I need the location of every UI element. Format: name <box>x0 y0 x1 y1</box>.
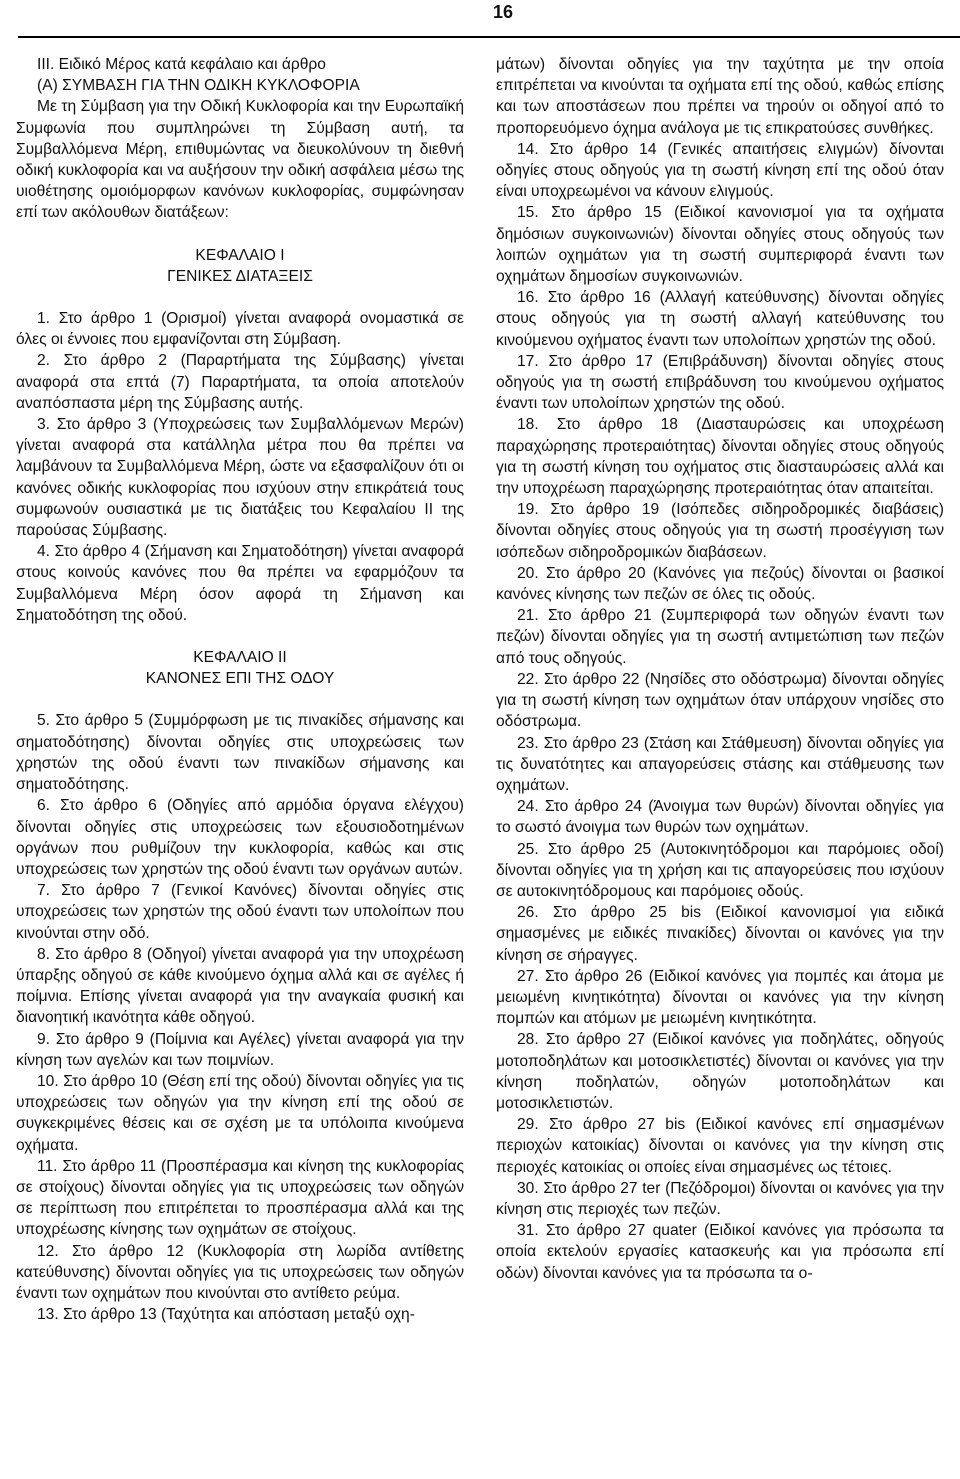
article-paragraph: 13. Στο άρθρο 13 (Ταχύτητα και απόσταση μεταξύ οχη- <box>37 1306 415 1324</box>
article-paragraph: 24. Στο άρθρο 24 (Άνοιγμα των θυρών) δίνονται οδηγίες για το σωστό άνοιγμα των θυρών των οχημάτων. <box>496 798 944 837</box>
page-number: 16 <box>492 2 513 22</box>
article-paragraph: 8. Στο άρθρο 8 (Οδηγοί) γίνεται αναφορά για την υποχρέωση ύπαρξης οδηγού σε κάθε κινούμενο όχημα αλλά και σε αγέλες ή ποίμνια. Επίσης γίνεται αναφορά για την αναγκαία φυσική και διανοητική ικανότητα κάθε οδηγού. <box>16 945 464 1027</box>
chapter-1-title: ΚΕΦΑΛΑΙΟ Ι <box>195 246 285 264</box>
chapter-2-title: ΚΕΦΑΛΑΙΟ ΙΙ <box>193 649 287 667</box>
article-paragraph: 5. Στο άρθρο 5 (Συμμόρφωση με τις πινακίδες σήμανσης και σηματοδότησης) δίνονται οδηγίες στις υποχρεώσεις των χρηστών της οδού έναντι των πινακίδων σήμανσης και σηματοδότησης. <box>16 712 464 794</box>
article-paragraph: 25. Στο άρθρο 25 (Αυτοκινητόδρομοι και παρόμοιες οδοί) δίνονται οδηγίες για τη χρήση και τις απαγορεύσεις που ισχύουν σε αυτοκινητόδρομους και παρόμοιες οδούς. <box>496 840 944 900</box>
article-paragraph: 7. Στο άρθρο 7 (Γενικοί Κανόνες) δίνονται οδηγίες στις υποχρεώσεις των χρηστών της οδού έναντι των υπολοίπων που κινούνται στην οδό. <box>16 882 464 942</box>
article-paragraph: 30. Στο άρθρο 27 ter (Πεζόδρομοι) δίνονται οι κανόνες για την κίνηση στις περιοχές των πεζών. <box>496 1179 944 1218</box>
article-paragraph: 1. Στο άρθρο 1 (Ορισμοί) γίνεται αναφορά ονομαστικά σε όλες οι έννοιες που εμφανίζονται στη Σύμβαση. <box>16 310 464 349</box>
article-paragraph: 16. Στο άρθρο 16 (Αλλαγή κατεύθυνσης) δίνονται οδηγίες στους οδηγούς για τη σωστή αλλαγή κατεύθυνσης του κινούμενου οχήματος έναντι των υπολοίπων χρηστών της οδού. <box>496 289 944 349</box>
article-paragraph: 2. Στο άρθρο 2 (Παραρτήματα της Σύμβασης) γίνεται αναφορά στα επτά (7) Παραρτήματα, τα οποία αποτελούν αναπόσπαστα μέρη της Σύμβασης αυτής. <box>16 352 464 412</box>
article-paragraph: 28. Στο άρθρο 27 (Ειδικοί κανόνες για ποδηλάτες, οδηγούς μοτοποδηλάτων και μοτοσικλετιστές) δίνονται οι κανόνες για την κίνηση ποδηλατών, οδηγών μοτοποδηλάτων και μοτοσικλετιστών. <box>496 1031 944 1112</box>
article-paragraph: 3. Στο άρθρο 3 (Υποχρεώσεις των Συμβαλλόμενων Μερών) γίνεται αναφορά στα κατάλληλα μέτρα που θα πρέπει να λαμβάνουν τα Συμβαλλόμενα Μέρη, ώστε να εξασφαλίζουν ότι οι κανόνες οδικής κυκλοφορίας που ισχύουν στην επικράτειά τους συμφωνούν ουσιαστικά με τις διατάξεις του Κεφαλαίου ΙΙ της παρούσας Σύμβασης. <box>16 416 464 540</box>
article-paragraph: 14. Στο άρθρο 14 (Γενικές απαιτήσεις ελιγμών) δίνονται οδηγίες στους οδηγούς για τη σωστή κίνηση επί της οδού όταν είναι υποχρεωμένοι να κάνουν ελιγμούς. <box>496 140 944 201</box>
right-column <box>496 54 944 1284</box>
left-column <box>16 54 464 1325</box>
article-paragraph: 20. Στο άρθρο 20 (Κανόνες για πεζούς) δίνονται οι βασικοί κανόνες κίνησης των πεζών σε όλες τις οδούς. <box>496 564 944 604</box>
article-paragraph: 15. Στο άρθρο 15 (Ειδικοί κανονισμοί για τα οχήματα δημόσιων συγκοινωνιών) δίνονται οδηγίες στους οδηγούς των λοιπών οχημάτων για τη σωστή συμπεριφορά έναντι των οχημάτων δημοσίων συγκοινωνιών. <box>496 204 944 286</box>
chapter-2-subtitle: ΚΑΝΟΝΕΣ ΕΠΙ ΤΗΣ ΟΔΟΥ <box>145 670 335 688</box>
article-paragraph: 9. Στο άρθρο 9 (Ποίμνια και Αγέλες) γίνεται αναφορά για την κίνηση των αγελών και των ποιμνίων. <box>16 1030 464 1069</box>
chapter-1-subtitle: ΓΕΝΙΚΕΣ ΔΙΑΤΑΞΕΙΣ <box>167 267 313 285</box>
article-paragraph: 18. Στο άρθρο 18 (Διασταυρώσεις και υποχρέωση παραχώρησης προτεραιότητας) δίνονται οδηγίες στους οδηγούς για τη σωστή κίνηση του οχήματος στις διασταυρώσεις αλλά και την υποχρέωση παραχώρησης προτεραιότητας όταν απαιτείται. <box>496 416 944 498</box>
article-paragraph: 29. Στο άρθρο 27 bis (Ειδικοί κανόνες επί σημασμένων περιοχών κατοικίας) δίνονται οι κανόνες για την κίνηση στις περιοχές κατοικίας οι οποίες είναι σημασμένες ως τέτοιες. <box>496 1116 944 1176</box>
article-paragraph: 12. Στο άρθρο 12 (Κυκλοφορία στη λωρίδα αντίθετης κατεύθυνσης) δίνονται οδηγίες για τις υποχρεώσεις των οδηγών έναντι των οχημάτων που κινούνται στο αντίθετο ρεύμα. <box>16 1242 464 1302</box>
section-heading: III. Ειδικό Μέρος κατά κεφάλαιο και άρθρο <box>37 56 326 73</box>
article-paragraph: 23. Στο άρθρο 23 (Στάση και Στάθμευση) δίνονται οδηγίες για τις δυνατότητες και απαγορεύσεις στάσης και στάθμευσης των οχημάτων. <box>496 734 944 794</box>
article-paragraph: 10. Στο άρθρο 10 (Θέση επί της οδού) δίνονται οδηγίες για τις υποχρεώσεις των οδηγών για την κίνηση επί της οδού σε συγκεκριμένες θέσεις και σε σχέση με τα υπόλοιπα κινούμενα οχήματα. <box>16 1072 464 1154</box>
article-paragraph: 21. Στο άρθρο 21 (Συμπεριφορά των οδηγών έναντι των πεζών) δίνονται οδηγίες για τη σωστή αντιμετώπιση των πεζών από τους οδηγούς. <box>496 607 944 667</box>
article-paragraph: 26. Στο άρθρο 25 bis (Ειδικοί κανονισμοί για ειδικά σημασμένες με ειδικές πινακίδες) δίνονται οι κανόνες για την κίνηση σε σήραγγες. <box>496 904 944 964</box>
header-rule <box>18 36 960 38</box>
article-paragraph: 11. Στο άρθρο 11 (Προσπέρασμα και κίνηση της κυκλοφορίας σε στοίχους) δίνονται οδηγίες για τις υποχρεώσεις των οδηγών σε περίπτωση που επιτρέπεται το προσπέρασμα αλλά και της υποχρέωσης κίνησης των οχημάτων σε στοίχους. <box>16 1157 464 1239</box>
subsection-heading: (Α) ΣΥΜΒΑΣΗ ΓΙΑ ΤΗΝ ΟΔΙΚΗ ΚΥΚΛΟΦΟΡΙΑ <box>37 77 360 95</box>
article-paragraph: 4. Στο άρθρο 4 (Σήμανση και Σηματοδότηση) γίνεται αναφορά στους κοινούς κανόνες που θα πρέπει να εφαρμόζουν τα Συμβαλλόμενα Μέρη όσον αφορά τη Σήμανση και Σηματοδότηση της οδού. <box>16 543 464 624</box>
article-paragraph: 17. Στο άρθρο 17 (Επιβράδυνση) δίνονται οδηγίες στους οδηγούς για τη σωστή επιβράδυνση του κινούμενου οχήματος έναντι των υπολοίπων χρηστών της οδού. <box>496 352 944 413</box>
article-paragraph: 27. Στο άρθρο 26 (Ειδικοί κανόνες για πομπές και άτομα με μειωμένη κινητικότητα) δίνονται οι κανόνες για την κίνηση πομπών και ατόμων με μειωμένη κινητικότητα. <box>496 967 944 1028</box>
article-paragraph: 22. Στο άρθρο 22 (Νησίδες στο οδόστρωμα) δίνονται οδηγίες για τη σωστή κίνηση των οχημάτων όταν υπάρχουν νησίδες στο οδόστρωμα. <box>496 670 944 731</box>
intro-paragraph: Με τη Σύμβαση για την Οδική Κυκλοφορία και την Ευρωπαϊκή Συμφωνία που συμπληρώνει τη Σύμβαση αυτή, τα Συμβαλλόμενα Μέρη, επιθυμώντας να διευκολύνουν τη διεθνή οδική κυκλοφορία και να αυξήσουν την οδική ασφάλεια μέσω της υιοθέτησης ομοιόμορφων κανόνων κυκλοφορίας, συμφώνησαν επί των ακόλουθων διατάξεων: <box>16 98 464 222</box>
article-paragraph: 19. Στο άρθρο 19 (Ισόπεδες σιδηροδρομικές διαβάσεις) δίνονται οδηγίες στους οδηγούς για τη σωστή προσέγγιση των ισόπεδων σιδηροδρομικών διαβάσεων. <box>496 501 944 561</box>
article-paragraph-continued: μάτων) δίνονται οδηγίες για την ταχύτητα με την οποία επιτρέπεται να κινούνται τα οχήματα επί της οδού, καθώς επίσης και των αποστάσεων που πρέπει να τηρούν οι οδηγοί από το προπορευόμενο όχημα ανάλογα με τις επικρατούσες συνθήκες. <box>496 56 944 137</box>
article-paragraph: 31. Στο άρθρο 27 quater (Ειδικοί κανόνες για πρόσωπα τα οποία εκτελούν εργασίες κατασκευής και για πρόσωπα επί οδών) δίνονται κανόνες για τα πρόσωπα τα ο- <box>496 1222 944 1282</box>
article-paragraph: 6. Στο άρθρο 6 (Οδηγίες από αρμόδια όργανα ελέγχου) δίνονται οδηγίες στις υποχρεώσεις των εξουσιοδοτημένων οργάνων που ρυθμίζουν την κυκλοφορία, καθώς και στις υποχρεώσεις των χρηστών της οδού έναντι των οργάνων αυτών. <box>16 797 464 878</box>
